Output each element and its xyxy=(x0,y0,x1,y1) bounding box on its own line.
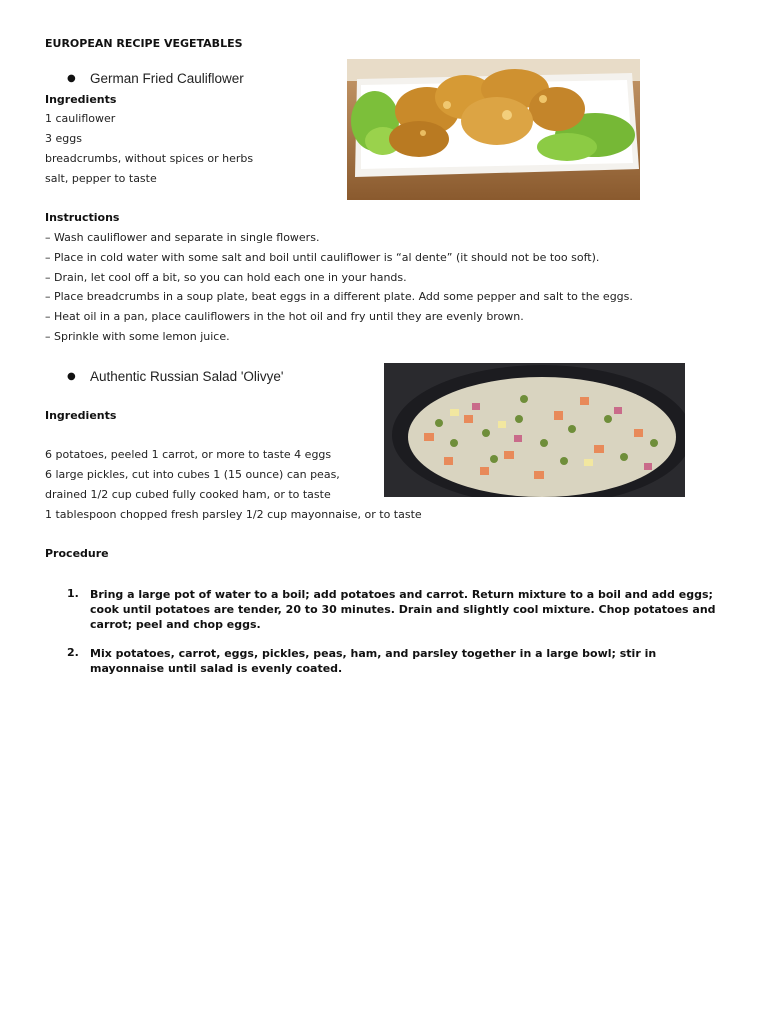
instruction-line: – Sprinkle with some lemon juice. xyxy=(45,330,230,343)
bullet-icon: ● xyxy=(67,73,76,84)
recipe-2-photo xyxy=(384,363,685,497)
ingredient-line: 1 cauliflower xyxy=(45,112,116,125)
procedure-step-text: Bring a large pot of water to a boil; add potatoes and carrot. Return mixture to a boil and add eggs; cook until potatoes are tender, 20 to 30 minutes. Drain and slightly cool mixture. Chop potatoes and carrot; peel and chop eggs. xyxy=(90,588,716,631)
procedure-step-number: 2. xyxy=(67,646,79,659)
procedure-step-text: Mix potatoes, carrot, eggs, pickles, peas, ham, and parsley together in a large bowl; stir in mayonnaise until salad is evenly coated. xyxy=(90,647,657,675)
ingredient-line: 6 large pickles, cut into cubes 1 (15 ounce) can peas, xyxy=(45,468,340,481)
recipe-1-photo xyxy=(347,59,640,200)
instruction-line: – Place in cold water with some salt and boil until cauliflower is “al dente” (it should not be too soft). xyxy=(45,251,600,264)
instruction-line: – Wash cauliflower and separate in single flowers. xyxy=(45,231,320,244)
ingredient-line: 1 tablespoon chopped fresh parsley 1/2 cup mayonnaise, or to taste xyxy=(45,508,422,521)
ingredient-line: 3 eggs xyxy=(45,132,82,145)
instruction-line: – Drain, let cool off a bit, so you can hold each one in your hands. xyxy=(45,271,407,284)
ingredient-line: breadcrumbs, without spices or herbs xyxy=(45,152,254,165)
procedure-step-number: 1. xyxy=(67,587,79,600)
bullet-icon: ● xyxy=(67,371,76,382)
recipe-1-instructions-heading: Instructions xyxy=(45,211,120,224)
procedure-heading: Procedure xyxy=(45,547,109,560)
ingredient-line: drained 1/2 cup cubed fully cooked ham, or to taste xyxy=(45,488,331,501)
ingredient-line: salt, pepper to taste xyxy=(45,172,157,185)
ingredient-line: 6 potatoes, peeled 1 carrot, or more to taste 4 eggs xyxy=(45,448,332,461)
recipe-1-ingredients-heading: Ingredients xyxy=(45,93,117,106)
instruction-line: – Heat oil in a pan, place cauliflowers in the hot oil and fry until they are evenly brown. xyxy=(45,310,524,323)
document-title: EUROPEAN RECIPE VEGETABLES xyxy=(45,37,243,50)
recipe-2-ingredients-heading: Ingredients xyxy=(45,409,117,422)
instruction-line: – Place breadcrumbs in a soup plate, beat eggs in a different plate. Add some pepper and salt to the eggs. xyxy=(45,290,633,303)
recipe-2-title: Authentic Russian Salad 'Olivye' xyxy=(90,369,284,384)
recipe-1-title: German Fried Cauliflower xyxy=(90,71,244,86)
